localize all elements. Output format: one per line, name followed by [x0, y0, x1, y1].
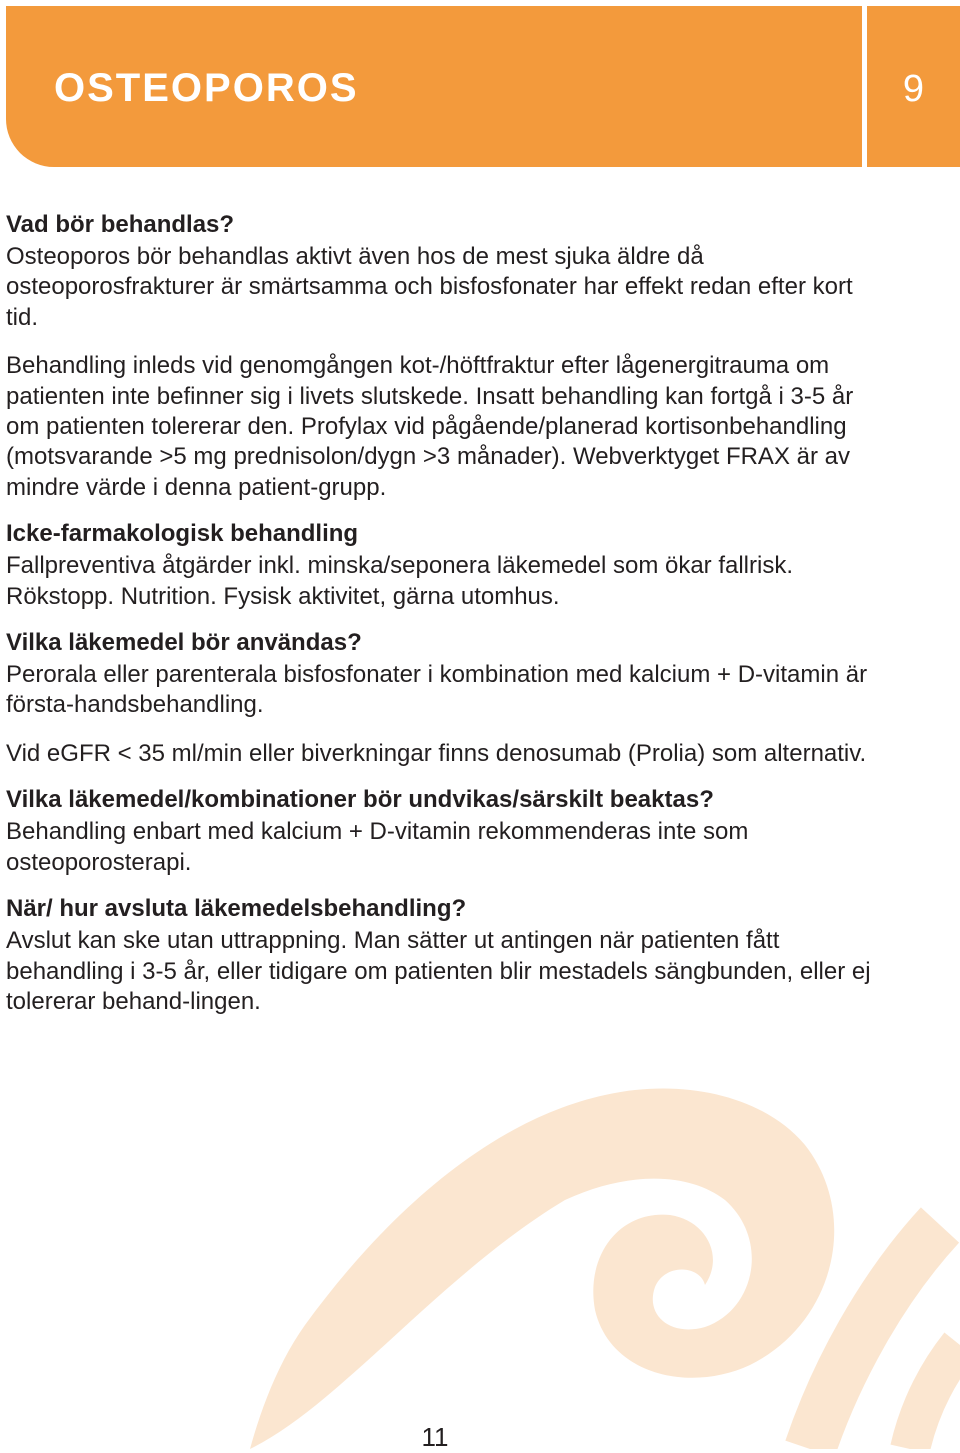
page-title: OSTEOPOROS: [54, 66, 359, 110]
section-heading-drugs-to-avoid: Vilka läkemedel/kombinationer bör undvikas/särskilt beaktas?: [6, 786, 714, 814]
page-number: 11: [421, 1422, 449, 1452]
paragraph: Avslut kan ske utan uttrappning. Man sätter ut antingen när patienten fått behandling i 3-5 år, eller tidigare om patienten blir mestadels sängbunden, eller ej tolererar behand-lingen.: [6, 927, 871, 1015]
main-content: [6, 208, 886, 1017]
section-heading-what-to-treat: Vad bör behandlas?: [6, 211, 235, 238]
paragraph: Vid eGFR < 35 ml/min eller biverkningar finns denosumab (Prolia) som alternativ.: [6, 739, 867, 767]
section-heading-which-drugs: Vilka läkemedel bör användas?: [6, 629, 362, 657]
swirl-watermark-arc-inner: [910, 1345, 960, 1449]
paragraph: Fallpreventiva åtgärder inkl. minska/seponera läkemedel som ökar fallrisk. Rökstopp. Nutrition. Fysisk aktivitet, gärna utomhus.: [6, 552, 794, 610]
paragraph: Perorala eller parenterala bisfosfonater i kombination med kalcium + D-vitamin är första-handsbehandling.: [6, 661, 868, 719]
section-heading-non-pharmacological: Icke-farmakologisk behandling: [6, 520, 359, 548]
paragraph: Osteoporos bör behandlas aktivt även hos de mest sjuka äldre då osteoporosfrakturer är smärtsamma och bisfosfonater har effekt redan efter kort tid.: [6, 243, 853, 331]
paragraph: Behandling inleds vid genomgången kot-/höftfraktur efter lågenergitrauma om patienten inte befinner sig i livets slutskede. Insatt behandling kan fortgå i 3-5 år om patienten tolererar den. Profylax vid pågående/planerad kortisonbehandling (motsvarande >5 mg prednisolon/dygn >3 månader). Webverktyget FRAX är av mindre värde i denna patient-grupp.: [6, 352, 854, 501]
swirl-watermark-icon: [250, 1075, 960, 1449]
paragraph: Behandling enbart med kalcium + D-vitamin rekommenderas inte som osteoporosterapi.: [6, 818, 749, 876]
swirl-watermark-shape: [250, 1088, 834, 1449]
section-heading-when-to-stop: När/ hur avsluta läkemedelsbehandling?: [6, 895, 467, 923]
chapter-number: 9: [902, 68, 925, 110]
